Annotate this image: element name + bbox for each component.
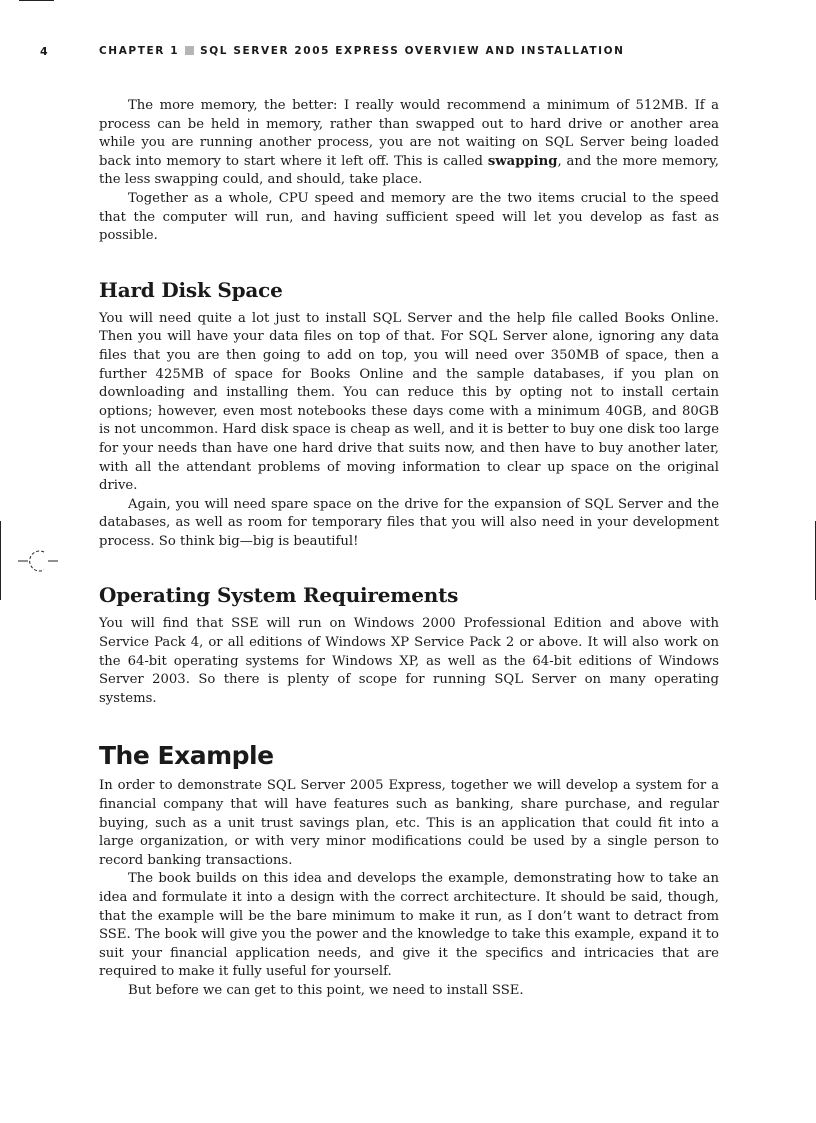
paragraph-os: You will find that SSE will run on Windows 2000 Professional Edition and above with Service Pack 4, or all editions of Windows XP Service Pack 2 or above. It will also work on the 64-bit operating systems for Windows XP, as well as the 64-bit editions of Windows Server 2003. So there is plenty of scope for running SQL Server on many operating systems.	[99, 616, 719, 706]
page-number: 4	[40, 45, 49, 58]
paragraph-cpu-memory: Together as a whole, CPU speed and memory are the two items crucial to the speed that the computer will run, and having sufficient speed will let you develop as fast as possible.	[99, 190, 719, 244]
paragraph-install-sse: But before we can get to this point, we need to install SSE.	[128, 982, 524, 998]
paragraph-example-builds: The book builds on this idea and develops the example, demonstrating how to take an idea and formulate it into a design with the correct architecture. It should be said, though, that the example will be the bare minimum to make it run, as I don’t want to detract from SSE. The book will give you the power and the knowledge to take this example, expand it to suit your financial application needs, and give it the specifics and intricacies that are required to make it fully useful for yourself.	[99, 871, 719, 980]
crop-mark-left	[0, 521, 1, 600]
heading-hard-disk-space: Hard Disk Space	[99, 277, 283, 302]
paragraph-example-intro: In order to demonstrate SQL Server 2005 Express, together we will develop a system for a financial company that will have features such as banking, share purchase, and regular buying, such as a unit trust savings plan, etc. This is an application that could fit into a large organization, or with very minor modifications could be used by a single person to record banking transactions.	[99, 778, 719, 868]
running-head	[99, 45, 625, 57]
chapter-label: CHAPTER 1	[99, 45, 180, 57]
square-bullet-icon	[185, 46, 194, 55]
page-body	[99, 97, 719, 1001]
paragraph-memory: The more memory, the better: I really would recommend a minimum of 512MB. If a process can be held in memory, rather than swapped out to hard drive or another area while you are running another process, you are not waiting on SQL Server being loaded back into memory to start where it left off. This is called swapping, and the more memory, the less swapping could, and should, take place.	[99, 98, 719, 188]
crop-mark-top	[19, 0, 54, 1]
registration-mark-icon	[18, 547, 62, 575]
heading-the-example: The Example	[99, 741, 274, 771]
paragraph-spare-space: Again, you will need spare space on the drive for the expansion of SQL Server and the databases, as well as room for temporary files that you will also need in your development process. So think big—big is beautiful!	[99, 496, 719, 549]
heading-os-requirements: Operating System Requirements	[99, 583, 459, 608]
term-swapping: swapping	[487, 153, 558, 169]
chapter-title: SQL SERVER 2005 EXPRESS OVERVIEW AND INSTALLATION	[200, 45, 625, 57]
paragraph-hard-disk: You will need quite a lot just to install SQL Server and the help file called Books Online. Then you will have your data files on top of that. For SQL Server alone, ignoring any data files that you are then going to add on top, you will need over 350MB of space, then a further 425MB of space for Books Online and the sample databases, if you plan on downloading and installing them. You can reduce this by opting not to install certain options; however, even most notebooks these days come with a minimum 40GB, and 80GB is not uncommon. Hard disk space is cheap as well, and it is better to buy one disk too large for your needs than have one hard drive that suits now, and then have to buy another later, with all the attendant problems of moving information to clear up space on the original drive.	[99, 310, 719, 494]
